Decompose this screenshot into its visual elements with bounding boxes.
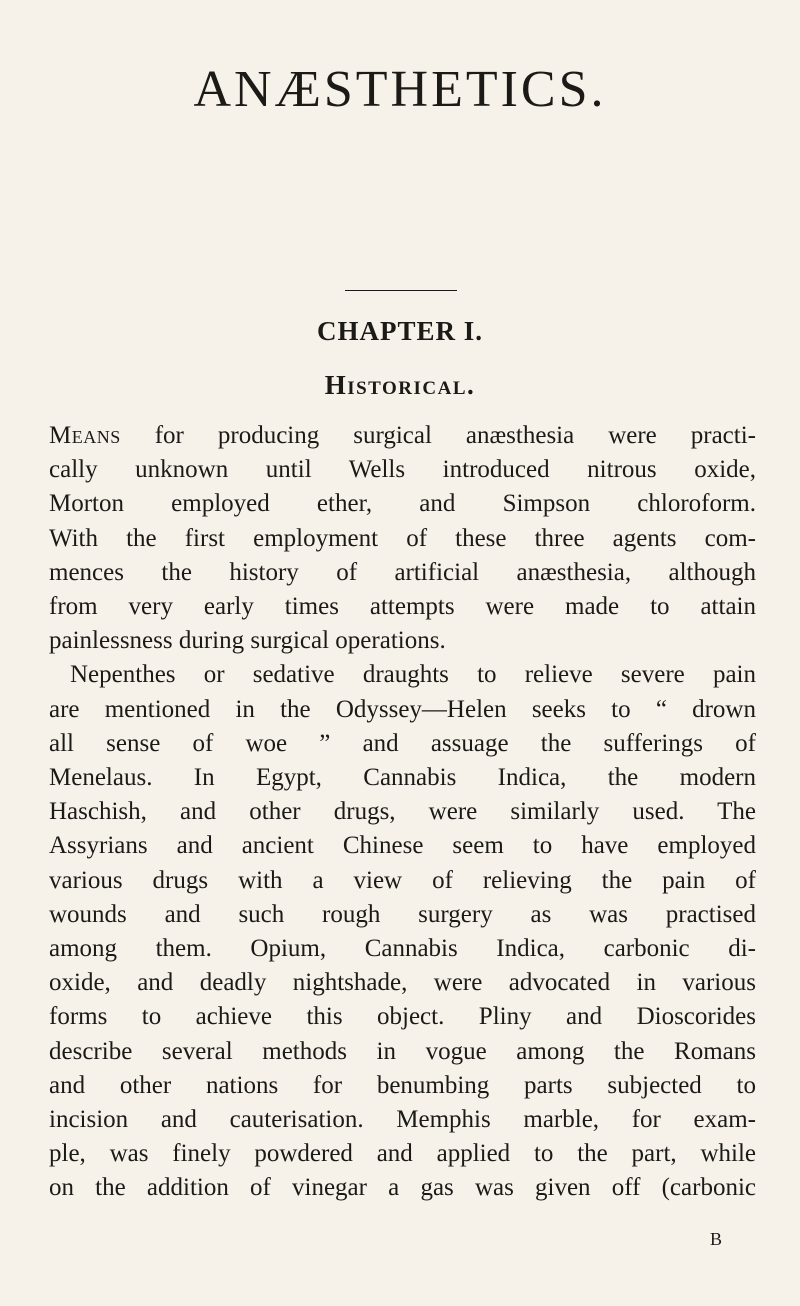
text-line: oxide, and deadly nightshade, were advocated in various bbox=[49, 969, 756, 997]
chapter-heading: CHAPTER I. bbox=[316, 316, 483, 346]
text-line: among them. Opium, Cannabis Indica, carbonic di- bbox=[49, 935, 756, 963]
text-line: Haschish, and other drugs, were similarly used. The bbox=[49, 798, 756, 826]
text-line bbox=[49, 419, 756, 453]
title-rule bbox=[345, 290, 457, 291]
text-line: on the addition of vinegar a gas was given off (carbonic bbox=[49, 1174, 756, 1202]
lead-word: Means bbox=[49, 422, 121, 449]
text-line: wounds and such rough surgery as was practised bbox=[49, 900, 756, 928]
text-line: Morton employed ether, and Simpson chloroform. bbox=[49, 490, 756, 518]
text-line: incision and cauterisation. Memphis marble, for exam- bbox=[49, 1106, 756, 1134]
text-line: and other nations for benumbing parts subjected to bbox=[49, 1071, 756, 1099]
text-line-content: for producing surgical anæsthesia were practi- bbox=[120, 422, 756, 449]
text-line: With the first employment of these three agents com- bbox=[49, 524, 756, 552]
text-line: mences the history of artificial anæsthesia, although bbox=[49, 558, 756, 586]
text-line: Assyrians and ancient Chinese seem to have employed bbox=[49, 832, 756, 860]
body-text bbox=[49, 419, 756, 1206]
text-line: cally unknown until Wells introduced nitrous oxide, bbox=[49, 456, 756, 484]
text-line: all sense of woe ” and assuage the sufferings of bbox=[49, 729, 756, 757]
text-line: from very early times attempts were made to attain bbox=[49, 593, 756, 621]
text-line: various drugs with a view of relieving the pain of bbox=[49, 866, 756, 894]
signature-mark: B bbox=[710, 1229, 723, 1249]
text-line: describe several methods in vogue among the Romans bbox=[49, 1037, 756, 1065]
text-line: Nepenthes or sedative draughts to relieve severe pain bbox=[70, 661, 756, 689]
text-line: painlessness during surgical operations. bbox=[49, 627, 446, 655]
text-line: Menelaus. In Egypt, Cannabis Indica, the modern bbox=[49, 764, 756, 792]
section-heading: Historical. bbox=[324, 370, 476, 400]
text-line: ple, was finely powdered and applied to the part, while bbox=[49, 1140, 756, 1168]
text-line: forms to achieve this object. Pliny and Dioscorides bbox=[49, 1003, 756, 1031]
text-line: are mentioned in the Odyssey—Helen seeks to “ drown bbox=[49, 695, 756, 723]
book-title: ANÆSTHETICS. bbox=[193, 61, 607, 118]
